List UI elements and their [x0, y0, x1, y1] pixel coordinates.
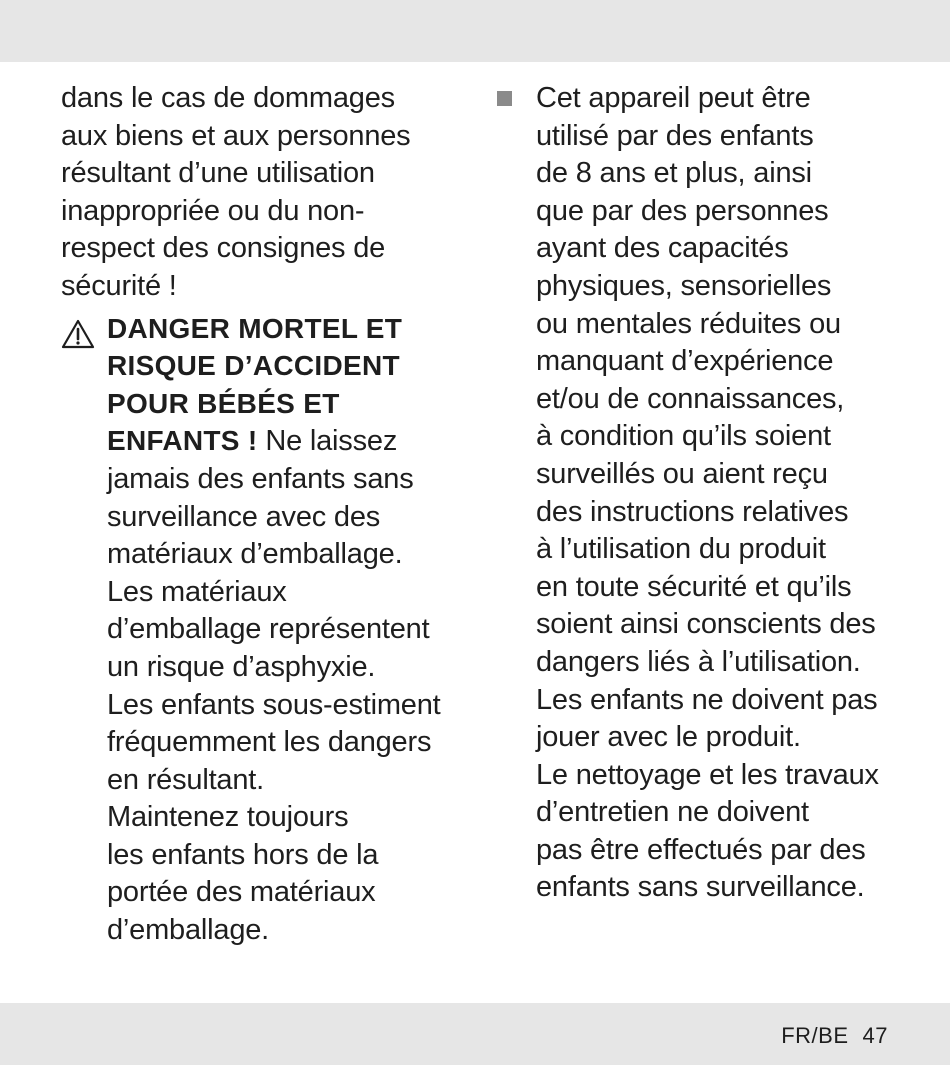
footer [781, 1023, 888, 1049]
text-line: aux biens et aux personnes [61, 119, 411, 152]
warning-heading-final-line [107, 422, 456, 461]
intro-paragraph [61, 80, 456, 306]
text-line: enfants sans surveillance. [536, 871, 865, 904]
text-line: d’emballage. [107, 914, 270, 947]
text-line: de 8 ans et plus, ainsi [536, 157, 812, 190]
text-line: ou mentales réduites ou [536, 307, 841, 340]
text-line: et/ou de connaissances, [536, 382, 845, 415]
text-line: physiques, sensorielles [536, 269, 832, 302]
text-line: d’emballage représentent [107, 613, 430, 646]
text-line: Les matériaux [107, 575, 287, 608]
warning-heading-line: DANGER MORTEL ET [107, 312, 403, 344]
warning-triangle-icon [61, 319, 95, 349]
text-line: surveillés ou aient reçu [536, 457, 828, 490]
warning-heading-end: ENFANTS ! [107, 425, 258, 457]
text-line: sécurité ! [61, 269, 177, 302]
text-line: jamais des enfants sans [107, 462, 414, 495]
text-line: Le nettoyage et les travaux [536, 758, 879, 791]
text-line: surveillance avec des [107, 500, 381, 533]
text-line: fréquemment les dangers [107, 726, 432, 759]
footer-band [0, 1003, 950, 1065]
warning-body-start: Ne laissez [257, 425, 398, 458]
text-line: Les enfants ne doivent pas [536, 683, 878, 716]
text-line: des instructions relatives [536, 495, 849, 528]
text-line: dangers liés à l’utilisation. [536, 645, 861, 678]
text-line: Cet appareil peut être [536, 82, 811, 114]
text-line: résultant d’une utilisation [61, 157, 375, 190]
text-line: matériaux d’emballage. [107, 538, 403, 571]
text-line: portée des matériaux [107, 876, 376, 909]
text-line: en toute sécurité et qu’ils [536, 570, 852, 603]
text-line: inappropriée ou du non- [61, 194, 365, 227]
warning-block [61, 310, 456, 950]
text-line: que par des personnes [536, 194, 829, 227]
text-line: d’entretien ne doivent [536, 796, 809, 829]
page-number: 47 [862, 1023, 888, 1048]
text-line: un risque d’asphyxie. [107, 650, 376, 683]
text-line: soient ainsi conscients des [536, 608, 876, 641]
text-line: à condition qu’ils soient [536, 420, 831, 453]
header-band [0, 0, 950, 62]
text-line: respect des consignes de [61, 232, 386, 265]
text-line: à l’utilisation du produit [536, 533, 826, 566]
text-line: ayant des capacités [536, 232, 789, 265]
text-line: en résultant. [107, 763, 264, 796]
warning-heading-line: RISQUE D’ACCIDENT [107, 350, 400, 382]
left-column [61, 80, 456, 950]
right-column [536, 80, 916, 907]
warning-heading-line: POUR BÉBÉS ET [107, 387, 340, 419]
text-line: manquant d’expérience [536, 345, 834, 378]
text-line: jouer avec le produit. [536, 721, 801, 754]
text-line: utilisé par des enfants [536, 119, 814, 152]
footer-locale: FR/BE [781, 1023, 849, 1048]
text-line: Les enfants sous-estiment [107, 688, 441, 721]
text-line: les enfants hors de la [107, 838, 379, 871]
text-line: dans le cas de dommages [61, 82, 395, 114]
text-line: pas être effectués par des [536, 833, 866, 866]
text-line: Maintenez toujours [107, 801, 349, 834]
bullet-square-icon [497, 91, 512, 106]
